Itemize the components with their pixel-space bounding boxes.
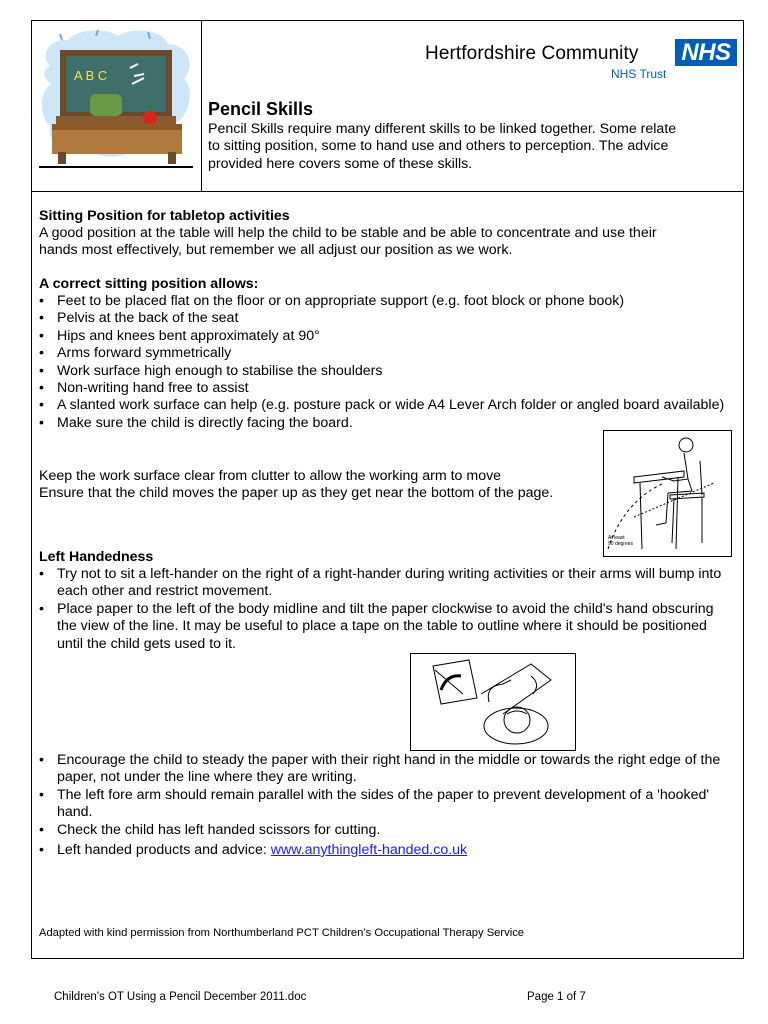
left-bullet-list-b xyxy=(39,752,729,839)
sitting-heading: Sitting Position for tabletop activities xyxy=(39,208,290,224)
list-item: • Pelvis at the back of the seat xyxy=(39,310,729,327)
list-item: • Make sure the child is directly facing the board. xyxy=(39,415,729,432)
figure-label: At least xyxy=(608,535,625,541)
page-title: Pencil Skills xyxy=(208,99,314,119)
sitting-note: Keep the work surface clear from clutter to allow the working arm to move xyxy=(39,468,502,484)
left-products-list xyxy=(39,842,729,859)
child-writing-top-view-illustration xyxy=(410,653,576,751)
figure-label: 90 degrees xyxy=(608,541,634,547)
left-handedness-heading: Left Handedness xyxy=(39,549,154,565)
list-item: • Encourage the child to steady the paper with their right hand in the middle or towards the right edge of the paper, not under the line where they are writing. xyxy=(39,752,729,787)
credit-text: Adapted with kind permission from Northumberland PCT Children’s Occupational Therapy Service xyxy=(39,927,525,939)
list-item: • Arms forward symmetrically xyxy=(39,345,729,362)
header-divider xyxy=(31,191,744,192)
trust-name: NHS Trust xyxy=(611,67,667,81)
clipart-text: A B C xyxy=(74,68,108,83)
list-item: • Check the child has left handed scissors for cutting. xyxy=(39,822,729,839)
organisation-name: Hertfordshire Community xyxy=(425,43,639,64)
left-bullet-list-a xyxy=(39,566,729,653)
list-item: • Place paper to the left of the body midline and tilt the paper clockwise to avoid the child's hand obscuring the view of the line. It may be useful to place a tape on the table to outline where it should be positioned until the child gets used to it. xyxy=(39,601,729,653)
sitting-paragraph xyxy=(39,225,739,260)
footer-filename: Children's OT Using a Pencil December 2011.doc xyxy=(54,991,307,1003)
intro-text xyxy=(208,121,738,173)
list-item: • A slanted work surface can help (e.g. posture pack or wide A4 Lever Arch folder or angled board available) xyxy=(39,397,729,414)
list-item: • Non-writing hand free to assist xyxy=(39,380,729,397)
header-column-divider xyxy=(201,20,202,192)
intro-line: Pencil Skills require many different skills to be linked together. Some relate xyxy=(208,121,677,137)
sitting-subheading: A correct sitting position allows: xyxy=(39,276,259,292)
list-item: • The left fore arm should remain parallel with the sides of the paper to prevent development of a 'hooked' hand. xyxy=(39,787,729,822)
clipart-underline xyxy=(39,166,193,168)
products-text: Left handed products and advice: xyxy=(57,842,271,858)
list-item: • Feet to be placed flat on the floor or on appropriate support (e.g. foot block or phone book) xyxy=(39,293,729,310)
list-item: • Try not to sit a left-hander on the right of a right-hander during writing activities or their arms will bump into each other and restrict movement. xyxy=(39,566,729,601)
list-item: • Hips and knees bent approximately at 90° xyxy=(39,328,729,345)
intro-line: provided here covers some of these skills. xyxy=(208,155,473,172)
products-link[interactable]: www.anythingleft-handed.co.uk xyxy=(270,842,468,858)
nhs-logo: NHS xyxy=(675,39,737,66)
classroom-blackboard-icon xyxy=(38,26,196,168)
intro-line: to sitting position, some to hand use and others to perception. The advice xyxy=(208,138,669,155)
footer-page-number: Page 1 of 7 xyxy=(527,991,586,1003)
sitting-bullet-list xyxy=(39,293,729,432)
sitting-paragraph-line: A good position at the table will help the child to be stable and be able to concentrate and use their xyxy=(39,225,657,241)
child-sitting-at-desk-illustration xyxy=(603,430,732,557)
list-item xyxy=(39,842,729,859)
sitting-note: Ensure that the child moves the paper up as they get near the bottom of the page. xyxy=(39,485,554,501)
list-item: • Work surface high enough to stabilise the shoulders xyxy=(39,363,729,380)
sitting-paragraph-line: hands most effectively, but remember we all adjust our position as we work. xyxy=(39,242,513,259)
